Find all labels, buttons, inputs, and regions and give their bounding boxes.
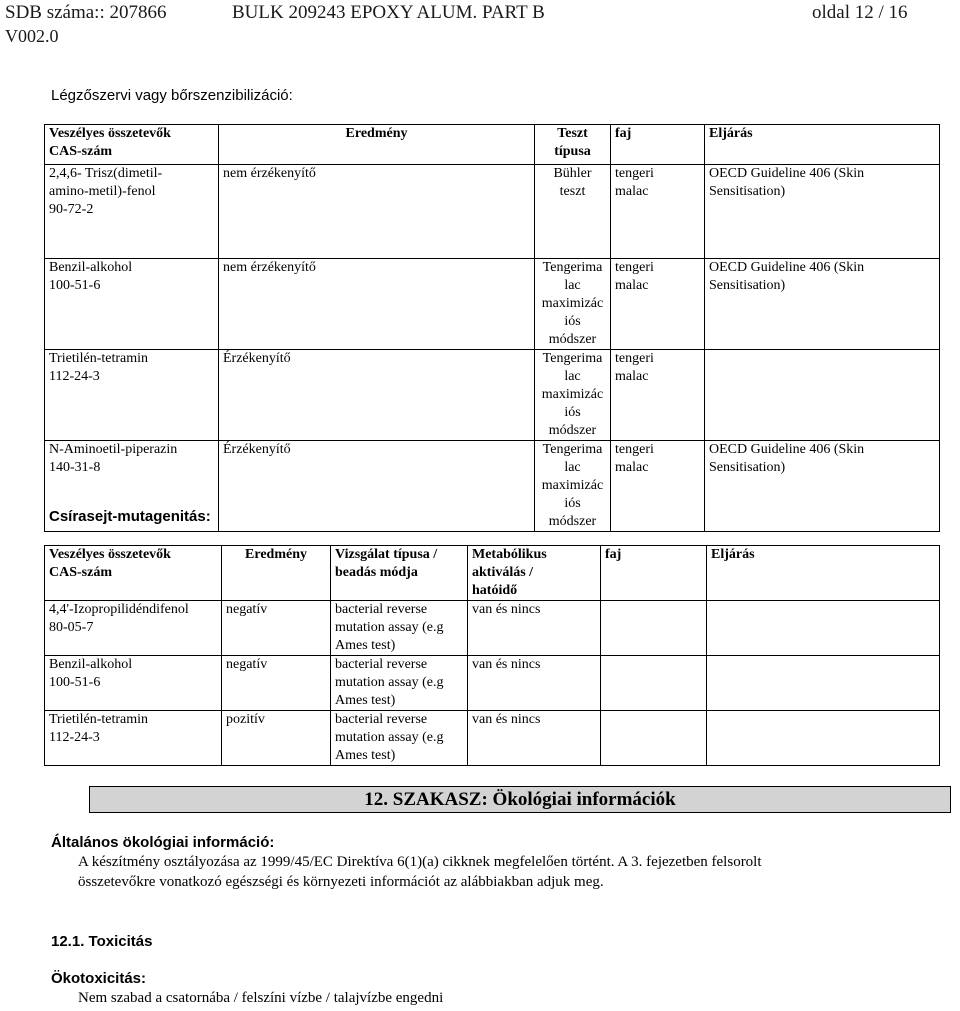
header-component: [45, 125, 219, 165]
table-row: [45, 259, 940, 350]
component-cell-line: 4,4'-Izopropilidéndifenol: [49, 602, 189, 617]
header-test-line: beadás módja: [335, 565, 418, 580]
test-cell: [331, 601, 468, 656]
header-test-type-2: típusa: [554, 144, 591, 159]
method-cell: [707, 656, 940, 711]
header-result: Eredmény: [222, 546, 331, 601]
header-component-label: Veszélyes összetevők: [49, 126, 171, 141]
component-cell: [45, 711, 222, 766]
test-cell-line: Ames test): [335, 638, 396, 653]
test-cell: [331, 656, 468, 711]
header-species: faj: [601, 546, 707, 601]
species-cell-line: malac: [615, 184, 649, 199]
species-cell-line: tengeri: [615, 442, 654, 457]
table-header-row: [45, 125, 940, 165]
test-cell-line: bacterial reverse: [335, 602, 428, 617]
species-cell-line: malac: [615, 369, 649, 384]
method-cell-line: Sensitisation): [709, 460, 786, 475]
header-metabolic: [468, 546, 601, 601]
component-cell-line: 100-51-6: [49, 278, 101, 293]
test-type-cell: [535, 350, 611, 441]
toxicity-title: 12.1. Toxicitás: [51, 933, 153, 950]
header-test-type-1: Teszt: [557, 126, 588, 141]
method-cell-line: Sensitisation): [709, 184, 786, 199]
test-cell-line: Ames test): [335, 693, 396, 708]
test-type-cell-line: Tengerima: [542, 260, 603, 275]
version: V002.0: [5, 26, 59, 46]
component-cell: [45, 656, 222, 711]
species-cell-line: malac: [615, 460, 649, 475]
test-type-cell-line: módszer: [548, 514, 597, 529]
test-type-cell-line: lac: [564, 460, 581, 475]
ecotoxicity-title: Ökotoxicitás:: [51, 970, 147, 987]
metabolic-cell: van és nincs: [468, 656, 601, 711]
sdb-number: SDB száma:: 207866: [5, 2, 167, 23]
result-cell: Érzékenyítő: [219, 350, 535, 441]
species-cell: [601, 656, 707, 711]
metabolic-cell: van és nincs: [468, 601, 601, 656]
species-cell: [601, 601, 707, 656]
header-cas-label: CAS-szám: [49, 565, 112, 580]
component-cell-line: Benzil-alkohol: [49, 260, 133, 275]
species-cell: [611, 165, 705, 259]
test-type-cell-line: módszer: [548, 423, 597, 438]
method-cell-line: OECD Guideline 406 (Skin: [709, 260, 865, 275]
test-type-cell-line: Tengerima: [542, 442, 603, 457]
component-cell-line: Benzil-alkohol: [49, 657, 133, 672]
species-cell: [601, 711, 707, 766]
test-cell-line: mutation assay (e.g: [335, 620, 444, 635]
test-type-cell-line: Tengerima: [542, 351, 603, 366]
section-12-heading: 12. SZAKASZ: Ökológiai információk: [89, 786, 951, 813]
method-cell-line: OECD Guideline 406 (Skin: [709, 166, 865, 181]
species-cell: [611, 350, 705, 441]
test-type-cell-line: módszer: [548, 332, 597, 347]
test-cell-line: bacterial reverse: [335, 657, 428, 672]
result-cell: negatív: [222, 601, 331, 656]
table-row: [45, 711, 940, 766]
method-cell-line: Sensitisation): [709, 278, 786, 293]
general-eco-line-1: A készítmény osztályozása az 1999/45/EC Direktíva 6(1)(a) cikknek megfelelően történt. A 3. fejezetben felsorolt: [78, 854, 762, 870]
test-cell-line: bacterial reverse: [335, 712, 428, 727]
component-cell-line: 140-31-8: [49, 460, 101, 475]
component-cell-line: 80-05-7: [49, 620, 94, 635]
method-cell-line: OECD Guideline 406 (Skin: [709, 442, 865, 457]
test-type-cell-line: Bühler: [553, 166, 592, 181]
component-cell: [45, 165, 219, 259]
component-cell-line: N-Aminoetil-piperazin: [49, 442, 178, 457]
sensitization-table: [44, 124, 940, 532]
header-cas-label: CAS-szám: [49, 144, 112, 159]
test-type-cell: [535, 441, 611, 532]
component-cell-line: Trietilén-tetramin: [49, 351, 149, 366]
header-test-line: Vizsgálat típusa /: [335, 547, 438, 562]
species-cell-line: tengeri: [615, 166, 654, 181]
method-cell: [707, 601, 940, 656]
component-cell-line: Trietilén-tetramin: [49, 712, 149, 727]
header-result: Eredmény: [219, 125, 535, 165]
general-eco-line-2: összetevőkre vonatkozó egészségi és környezeti információt az alábbiakban adjuk meg.: [78, 874, 604, 890]
species-cell: [611, 259, 705, 350]
species-cell-line: malac: [615, 278, 649, 293]
test-type-cell-line: maximizác: [541, 387, 604, 402]
test-type-cell-line: iós: [564, 314, 581, 329]
table-header-row: [45, 546, 940, 601]
test-type-cell-line: teszt: [559, 184, 586, 199]
result-cell: Érzékenyítő: [219, 441, 535, 532]
header-metabolic-line: Metabólikus: [472, 547, 547, 562]
component-cell-line: 90-72-2: [49, 202, 94, 217]
test-type-cell-line: iós: [564, 405, 581, 420]
result-cell: pozitív: [222, 711, 331, 766]
table-row: [45, 350, 940, 441]
test-type-cell-line: maximizác: [541, 478, 604, 493]
result-cell: nem érzékenyítő: [219, 165, 535, 259]
test-cell-line: Ames test): [335, 748, 396, 763]
mutagenicity-table: [44, 545, 940, 766]
page-number: oldal 12 / 16: [812, 2, 908, 23]
header-species: faj: [611, 125, 705, 165]
test-type-cell-line: lac: [564, 278, 581, 293]
test-cell: [331, 711, 468, 766]
component-cell-line: amino-metil)-fenol: [49, 184, 156, 199]
component-cell-line: 2,4,6- Trisz(dimetil-: [49, 166, 163, 181]
ecotoxicity-text: Nem szabad a csatornába / felszíni vízbe / talajvízbe engedni: [78, 990, 444, 1006]
species-cell: [611, 441, 705, 532]
method-cell: [705, 441, 940, 532]
method-cell: [705, 165, 940, 259]
test-type-cell: [535, 259, 611, 350]
method-cell: [707, 711, 940, 766]
result-cell: negatív: [222, 656, 331, 711]
test-type-cell-line: maximizác: [541, 296, 604, 311]
table-row: [45, 656, 940, 711]
result-cell: nem érzékenyítő: [219, 259, 535, 350]
table-row: [45, 165, 940, 259]
table-row: [45, 601, 940, 656]
product-name: BULK 209243 EPOXY ALUM. PART B: [232, 2, 545, 23]
test-cell-line: mutation assay (e.g: [335, 675, 444, 690]
metabolic-cell: van és nincs: [468, 711, 601, 766]
method-cell: [705, 350, 940, 441]
component-cell-line: 112-24-3: [49, 369, 100, 384]
component-cell: [45, 259, 219, 350]
sensitization-title: Légzőszervi vagy bőrszenzibilizáció:: [51, 87, 293, 104]
header-test: [331, 546, 468, 601]
header-metabolic-line: aktiválás /: [472, 565, 534, 580]
header-method: Eljárás: [707, 546, 940, 601]
header-metabolic-line: hatóidő: [472, 583, 518, 598]
general-eco-title: Általános ökológiai információ:: [51, 834, 275, 851]
component-cell: [45, 350, 219, 441]
mutagenicity-title: Csírasejt-mutagenitás:: [49, 508, 211, 525]
test-type-cell-line: iós: [564, 496, 581, 511]
component-cell-line: 112-24-3: [49, 730, 100, 745]
species-cell-line: tengeri: [615, 351, 654, 366]
component-cell-line: 100-51-6: [49, 675, 101, 690]
test-cell-line: mutation assay (e.g: [335, 730, 444, 745]
test-type-cell-line: lac: [564, 369, 581, 384]
header-test-type: [535, 125, 611, 165]
component-cell: [45, 601, 222, 656]
test-type-cell: [535, 165, 611, 259]
header-component: [45, 546, 222, 601]
header-component-label: Veszélyes összetevők: [49, 547, 171, 562]
species-cell-line: tengeri: [615, 260, 654, 275]
header-method: Eljárás: [705, 125, 940, 165]
method-cell: [705, 259, 940, 350]
